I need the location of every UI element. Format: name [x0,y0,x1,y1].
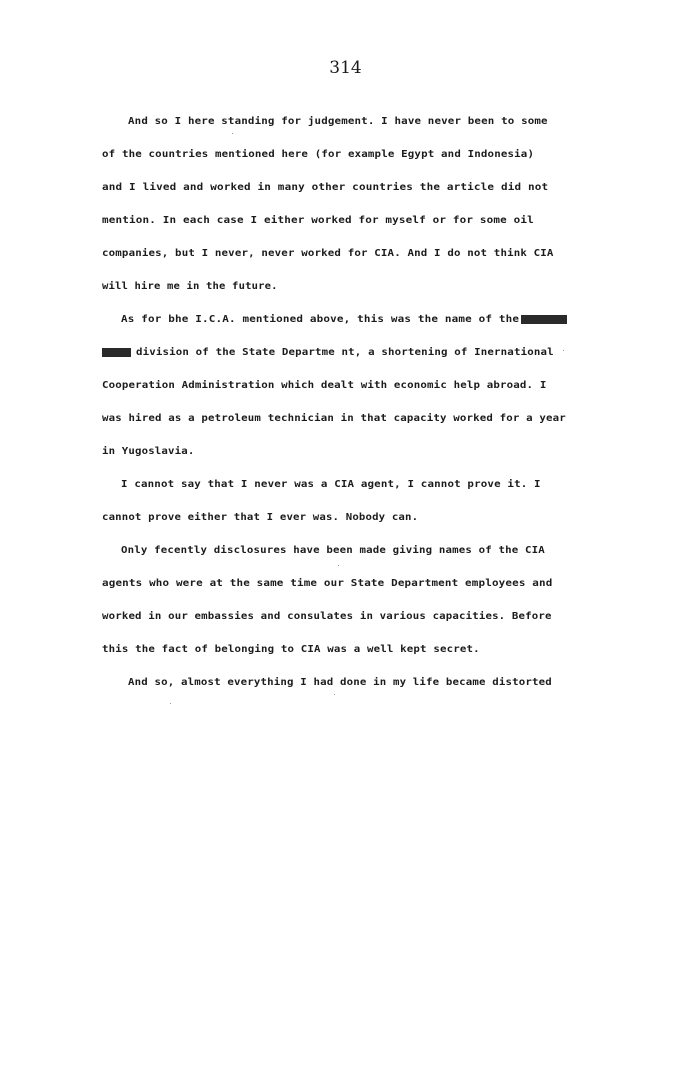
scan-speck [563,350,564,351]
text-line: And so I here standing for judgement. I have never been to some [128,116,548,127]
text-line: in Yugoslavia. [102,446,195,457]
scan-speck [232,133,233,134]
text-line: worked in our embassies and consulates in various capacities. Before [102,611,552,622]
scan-speck [334,694,335,695]
text-line: cannot prove either that I ever was. Nobody can. [102,512,419,523]
scan-speck [170,703,171,704]
text-line: was hired as a petroleum technician in that capacity worked for a year [102,413,566,424]
text-line: I cannot say that I never was a CIA agent, I cannot prove it. I [121,479,541,490]
text-line: will hire me in the future. [102,281,278,292]
text-line: division of the State Departme nt, a shortening of Inernational [136,347,554,358]
text-line: And so, almost everything I had done in my life became distorted [128,677,552,688]
text-line: and I lived and worked in many other countries the article did not [102,182,549,193]
text-line: mention. In each case I either worked for myself or for some oil [102,215,534,226]
text-line: As for bhe I.C.A. mentioned above, this was the name of the [121,314,520,325]
text-line: Only fecently disclosures have been made giving names of the CIA [121,545,545,556]
struck-through-word [521,315,567,324]
text-line: agents who were at the same time our State Department employees and [102,578,553,589]
text-line: of the countries mentioned here (for example Egypt and Indonesia) [102,149,535,160]
struck-through-word [102,348,131,357]
text-line: companies, but I never, never worked for CIA. And I do not think CIA [102,248,554,259]
scan-speck [338,565,339,566]
page-number: 314 [329,58,362,78]
text-line: Cooperation Administration which dealt with economic help abroad. I [102,380,547,391]
text-line: this the fact of belonging to CIA was a well kept secret. [102,644,480,655]
